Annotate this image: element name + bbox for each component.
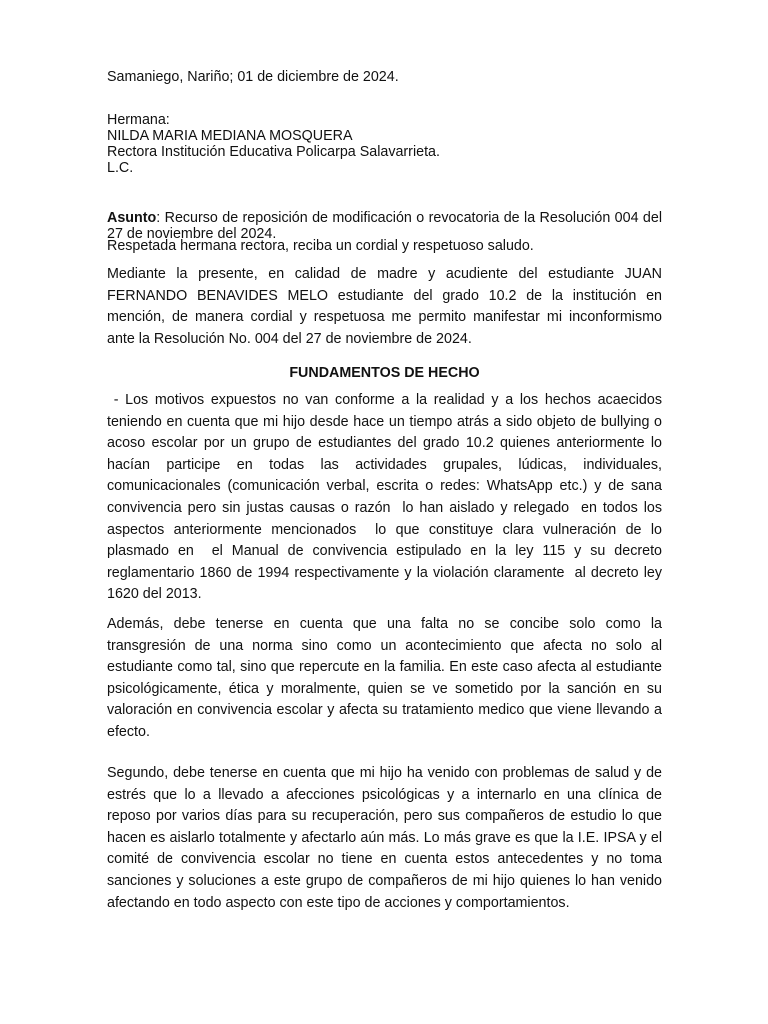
section-heading: FUNDAMENTOS DE HECHO bbox=[289, 365, 480, 381]
intro-paragraph: Mediante la presente, en calidad de madre y acudiente del estudiante JUAN FERNANDO BENAVIDES MELO estudiante del grado 10.2 de la institución en mención, de manera cordial y respetuosa me permito manifestar mi inconformismo ante la Resolución No. 004 del 27 de noviembre de 2024. bbox=[107, 266, 662, 347]
body-paragraph-hechos: - Los motivos expuestos no van conforme a la realidad y a los hechos acaecidos teniendo en cuenta que mi hijo desde hace un tiempo atrás a sido objeto de bullying o acoso escolar por un grupo de estudiantes del grado 10.2 quienes anteriormente lo hacían participe en todas las actividades grupales, lúdicas, individuales, comunicacionales (comunicación verbal, escrita o redes: WhatsApp etc.) y de sana convivencia pero sin justas causas o razón lo han aislado y relegado en todos los aspectos anteriormente mencionados lo que constituye clara vulneración de lo plasmado en el Manual de convivencia estipulado en la ley 115 y su decreto reglamentario 1860 de 1994 respectivamente y la violación claramente al decreto ley 1620 del 2013. bbox=[107, 392, 666, 603]
body-paragraph-ademas: Además, debe tenerse en cuenta que una falta no se concibe solo como la transgresión de una norma sino como un acontecimiento que afecta no solo al estudiante como tal, sino que repercute en la familia. En este caso afecta al estudiante psicológicamente, ética y moralmente, quien se ve sometido por la sanción en su valoración en convivencia escolar y afecta su tratamiento medico que viene llevando a efecto. bbox=[107, 616, 662, 740]
date-line: Samaniego, Nariño; 01 de diciembre de 2024. bbox=[107, 69, 399, 85]
subject-text: : Recurso de reposición de modificación o revocatoria de la Resolución 004 del 27 de noviembre del 2024. bbox=[107, 210, 662, 243]
addressee-position: Rectora Institución Educativa Policarpa Salavarrieta. bbox=[107, 144, 440, 160]
addressee-name: NILDA MARIA MEDIANA MOSQUERA bbox=[107, 128, 353, 144]
addressee-location: L.C. bbox=[107, 160, 134, 176]
greeting: Respetada hermana rectora, reciba un cordial y respetuoso saludo. bbox=[107, 238, 534, 254]
addressee-block bbox=[107, 112, 440, 176]
body-paragraph-segundo: Segundo, debe tenerse en cuenta que mi hijo ha venido con problemas de salud y de estrés que lo a llevado a afecciones psicológicas y a internarlo en una clínica de reposo por varios días para su recuperación, pero sus compañeros de estudio lo que hacen es aislarlo totalmente y afectarlo aún más. Lo más grave es que la I.E. IPSA y el comité de convivencia escolar no tiene en cuenta estos antecedentes y no toma sanciones y soluciones a este grupo de compañeros de mi hijo quienes lo han venido afectando en todo aspecto con este tipo de acciones y comportamientos. bbox=[107, 765, 662, 911]
addressee-salutation-title: Hermana: bbox=[107, 112, 170, 128]
subject-label: Asunto bbox=[107, 210, 157, 227]
